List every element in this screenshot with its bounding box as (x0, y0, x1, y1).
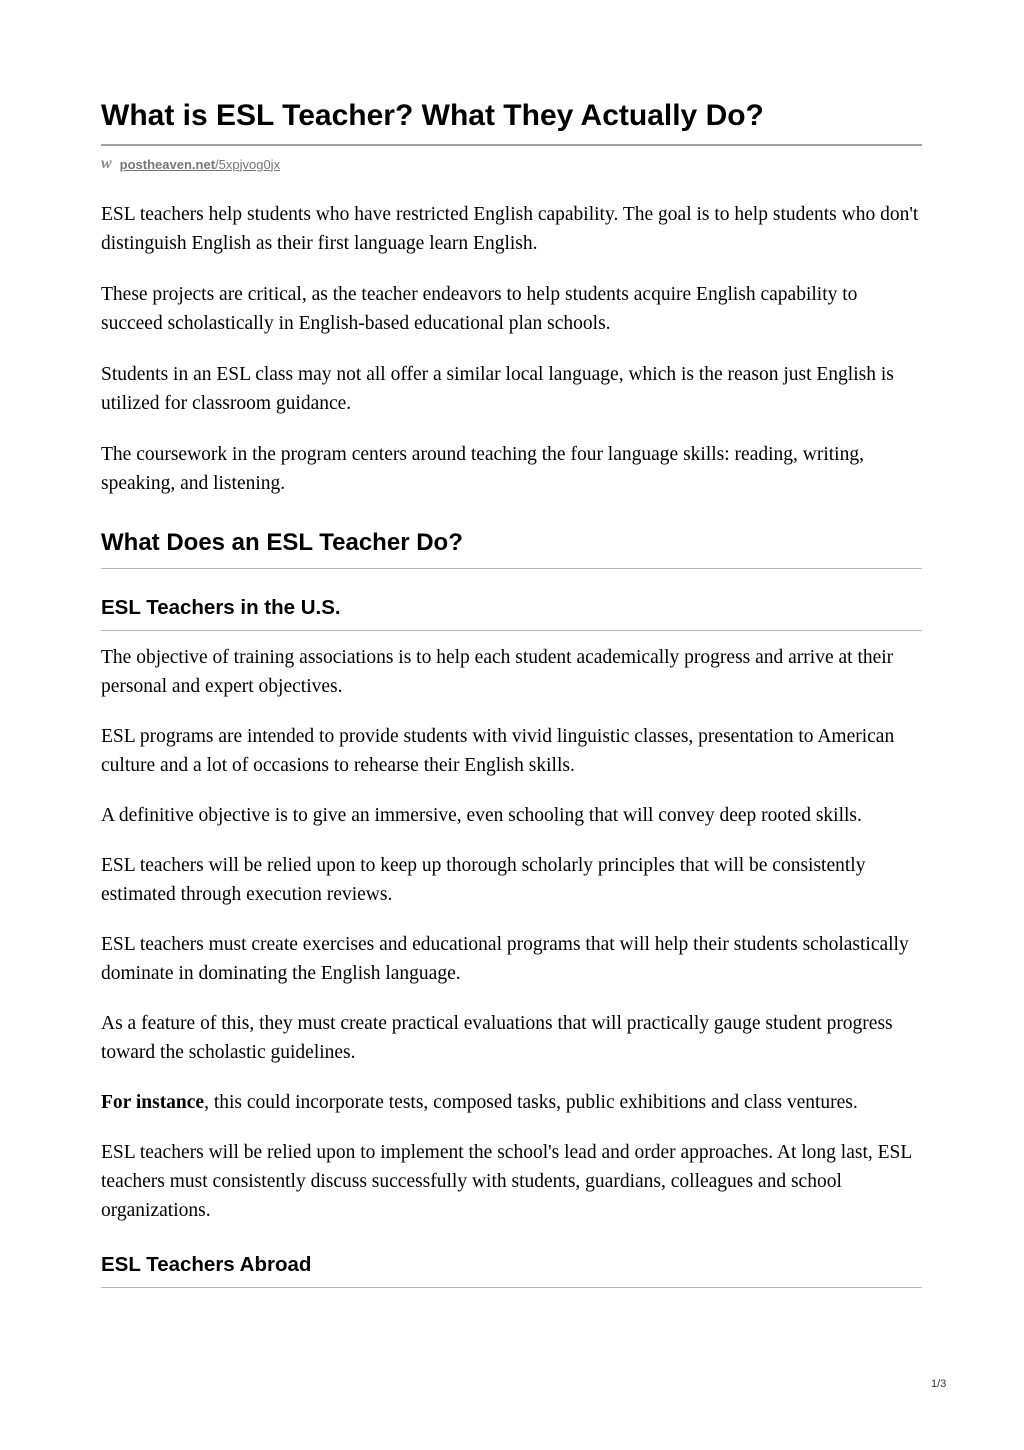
subsection-heading-abroad: ESL Teachers Abroad (101, 1253, 312, 1276)
instance-rest-text: , this could incorporate tests, composed tasks, public exhibitions and class ventures. (204, 1092, 858, 1113)
source-domain: postheaven.net (119, 156, 216, 172)
instance-bold-text: For instance (101, 1092, 205, 1113)
article (101, 0, 922, 1288)
subsection-divider-us (101, 630, 922, 631)
source-line (101, 154, 922, 174)
us-paragraph-6: As a feature of this, they must create practical evaluations that will practically gauge student progress toward the scholastic guidelines. (101, 1013, 893, 1063)
intro-paragraph-1: ESL teachers help students who have restricted English capability. The goal is to help students who don't distinguish English as their first language learn English. (101, 204, 919, 254)
us-paragraph-5: ESL teachers must create exercises and educational programs that will help their students scholastically dominate in dominating the English language. (101, 934, 909, 984)
page-number: 1/3 (931, 1378, 947, 1390)
subsection-heading-us: ESL Teachers in the U.S. (101, 596, 341, 619)
us-closing-paragraph: ESL teachers will be relied upon to implement the school's lead and order approaches. At long last, ESL teachers must consistently discuss successfully with students, guardians, colleagues and school organizations. (101, 1142, 912, 1221)
us-paragraph-4: ESL teachers will be relied upon to keep up thorough scholarly principles that will be consistently estimated through execution reviews. (101, 855, 866, 905)
source-path: /5xpjvog0jx (215, 156, 281, 172)
us-paragraph-3: A definitive objective is to give an immersive, even schooling that will convey deep rooted skills. (101, 805, 862, 826)
instance-paragraph (101, 1088, 922, 1117)
title-divider (101, 144, 922, 146)
subsection-divider-abroad (101, 1287, 922, 1288)
us-paragraph-2: ESL programs are intended to provide students with vivid linguistic classes, presentation to American culture and a lot of occasions to rehearse their English skills. (101, 726, 895, 776)
us-paragraph-1: The objective of training associations is to help each student academically progress and arrive at their personal and expert objectives. (101, 647, 894, 697)
intro-paragraph-4: The coursework in the program centers around teaching the four language skills: reading, writing, speaking, and listening. (101, 444, 864, 494)
w-logo-icon: w (101, 155, 112, 172)
source-link[interactable] (120, 157, 280, 172)
intro-paragraph-3: Students in an ESL class may not all offer a similar local language, which is the reason just English is utilized for classroom guidance. (101, 364, 894, 414)
section-divider (101, 568, 922, 569)
intro-paragraph-2: These projects are critical, as the teacher endeavors to help students acquire English capability to succeed scholastically in English-based educational plan schools. (101, 284, 858, 334)
article-title: What is ESL Teacher? What They Actually Do? (101, 99, 764, 132)
section-heading: What Does an ESL Teacher Do? (101, 529, 463, 556)
